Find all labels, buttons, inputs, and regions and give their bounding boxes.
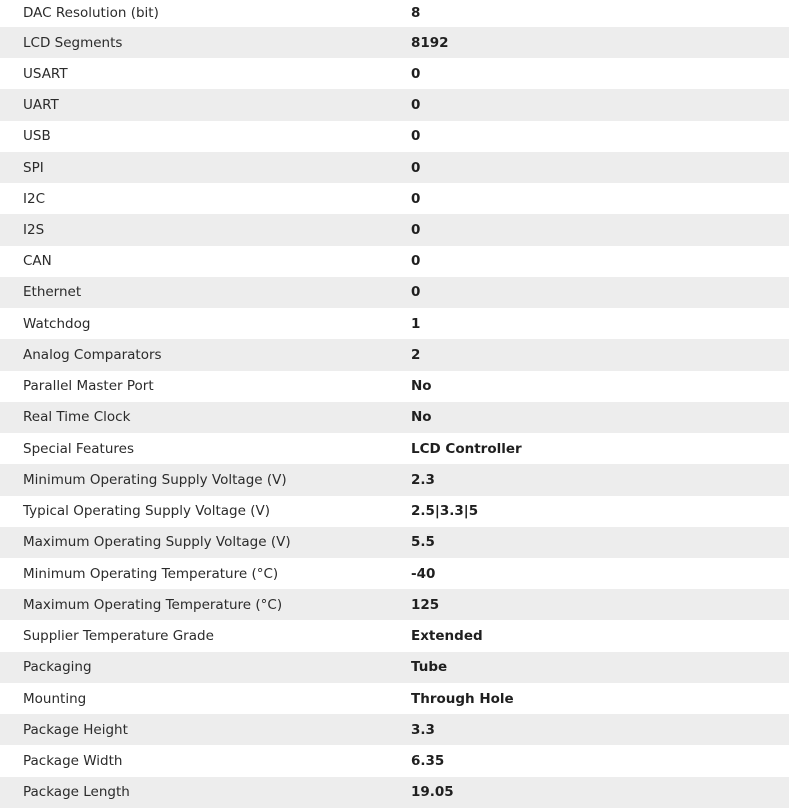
spec-row [0, 714, 789, 745]
spec-label: Analog Comparators [23, 346, 162, 363]
spec-row [0, 121, 789, 152]
spec-row [0, 652, 789, 683]
spec-row [0, 589, 789, 620]
spec-value: 2.5|3.3|5 [411, 503, 479, 520]
spec-row [0, 214, 789, 245]
spec-row [0, 308, 789, 339]
spec-value: 0 [411, 97, 421, 114]
spec-value: 8 [411, 5, 421, 21]
spec-row [0, 402, 789, 433]
spec-value: 2.3 [411, 471, 435, 488]
spec-row [0, 777, 789, 808]
spec-label: I2C [23, 190, 45, 207]
spec-value: LCD Controller [411, 440, 522, 457]
spec-label: Real Time Clock [23, 409, 131, 426]
spec-value: 19.05 [411, 784, 454, 801]
spec-label: Ethernet [23, 284, 82, 301]
spec-value: 0 [411, 190, 421, 207]
spec-row [0, 277, 789, 308]
spec-value: 1 [411, 315, 421, 332]
spec-label: Minimum Operating Supply Voltage (V) [23, 471, 287, 488]
spec-row [0, 371, 789, 402]
spec-label: USB [23, 128, 51, 145]
spec-row [0, 527, 789, 558]
spec-row [0, 58, 789, 89]
spec-row [0, 464, 789, 495]
spec-label: SPI [23, 159, 44, 176]
spec-label: Maximum Operating Temperature (°C) [23, 596, 283, 613]
spec-value: 8192 [411, 34, 449, 51]
spec-row [0, 339, 789, 370]
spec-row [0, 27, 789, 58]
spec-label: Mounting [23, 690, 87, 707]
spec-label: Parallel Master Port [23, 378, 154, 395]
spec-label: Typical Operating Supply Voltage (V) [23, 503, 270, 520]
spec-label: Minimum Operating Temperature (°C) [23, 565, 279, 582]
spec-row [0, 0, 789, 27]
spec-value: 0 [411, 128, 421, 145]
spec-row [0, 745, 789, 776]
spec-value: Through Hole [411, 690, 514, 707]
spec-row [0, 152, 789, 183]
spec-label: Package Width [23, 753, 123, 769]
spec-value: 125 [411, 596, 440, 613]
spec-row [0, 558, 789, 589]
spec-label: Special Features [23, 440, 134, 457]
spec-row [0, 620, 789, 651]
spec-value: 6.35 [411, 753, 445, 769]
spec-row [0, 183, 789, 214]
spec-label: CAN [23, 253, 52, 270]
spec-value: 0 [411, 65, 421, 82]
spec-value: No [411, 378, 432, 395]
spec-label: Packaging [23, 659, 92, 676]
spec-value: 0 [411, 284, 421, 301]
spec-value: Extended [411, 628, 483, 645]
spec-value: 0 [411, 253, 421, 270]
spec-label: DAC Resolution (bit) [23, 5, 159, 21]
spec-row [0, 496, 789, 527]
spec-label: Package Length [23, 784, 130, 801]
spec-row [0, 683, 789, 714]
spec-value: -40 [411, 565, 436, 582]
spec-value: 2 [411, 346, 421, 363]
spec-label: Watchdog [23, 315, 91, 332]
spec-label: Supplier Temperature Grade [23, 628, 214, 645]
spec-row [0, 89, 789, 120]
spec-label: USART [23, 65, 68, 82]
spec-value: Tube [411, 659, 448, 676]
spec-value: 3.3 [411, 721, 435, 738]
spec-value: 5.5 [411, 534, 435, 551]
spec-label: Package Height [23, 721, 128, 738]
spec-label: LCD Segments [23, 34, 123, 51]
spec-value: 0 [411, 222, 421, 239]
spec-value: No [411, 409, 432, 426]
spec-label: UART [23, 97, 59, 114]
spec-row [0, 433, 789, 464]
spec-value: 0 [411, 159, 421, 176]
spec-row [0, 246, 789, 277]
spec-label: I2S [23, 222, 45, 239]
spec-label: Maximum Operating Supply Voltage (V) [23, 534, 291, 551]
